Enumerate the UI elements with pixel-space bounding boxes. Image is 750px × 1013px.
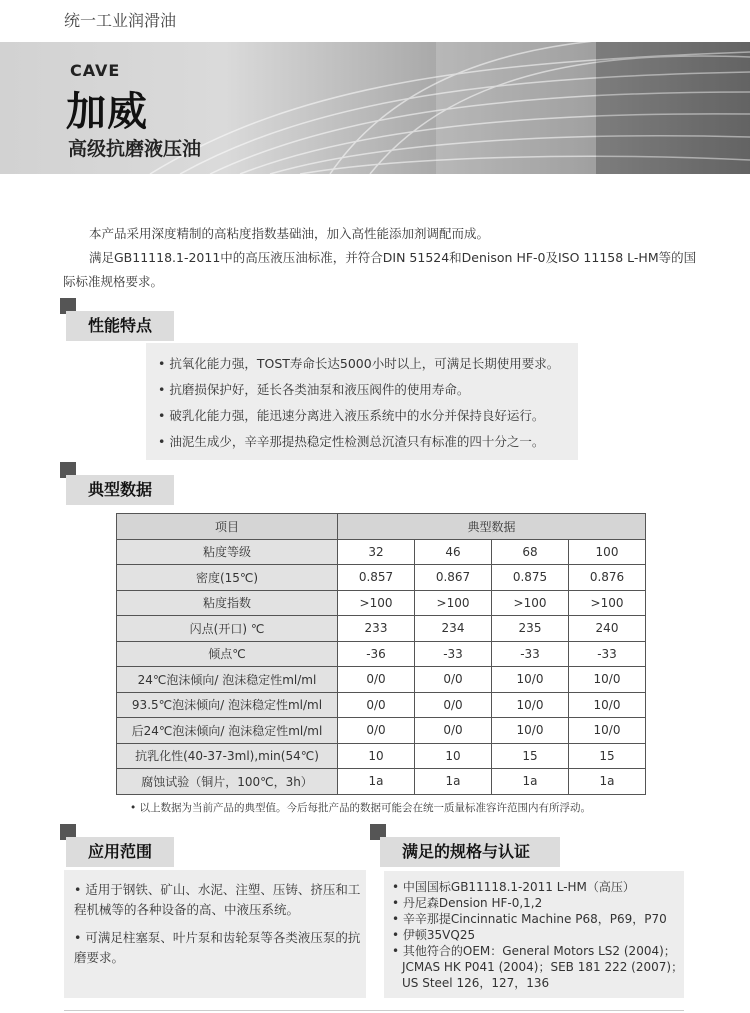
brand-chinese: 加威	[66, 89, 148, 135]
table-header-item: 项目	[117, 514, 338, 540]
table-row-label: 闪点(开口) ℃	[117, 616, 338, 642]
table-cell: 233	[338, 616, 415, 642]
feature-item: • 抗磨损保护好，延长各类油泵和液压阀件的使用寿命。	[158, 382, 470, 397]
table-cell: 10/0	[492, 718, 569, 744]
table-cell: 240	[569, 616, 646, 642]
intro-text	[63, 222, 703, 294]
table-cell: 1a	[338, 769, 415, 795]
table-cell: 0.875	[492, 565, 569, 591]
table-cell: 0/0	[338, 718, 415, 744]
table-cell: 1a	[569, 769, 646, 795]
table-row	[117, 667, 646, 693]
table-row	[117, 743, 646, 769]
table-row	[117, 590, 646, 616]
table-cell: 235	[492, 616, 569, 642]
spec-item: • 丹尼森Dension HF-0,1,2	[392, 896, 543, 910]
table-row-label: 后24℃泡沫倾向/ 泡沫稳定性ml/ml	[117, 718, 338, 744]
company-name: 统一工业润滑油	[64, 11, 177, 30]
table-header-data: 典型数据	[338, 514, 646, 540]
features-title: 性能特点	[66, 311, 174, 341]
table-cell: 0.857	[338, 565, 415, 591]
table-cell: 0/0	[415, 692, 492, 718]
table-cell: 10/0	[492, 692, 569, 718]
feature-item: • 破乳化能力强，能迅速分离进入液压系统中的水分并保持良好运行。	[158, 408, 545, 423]
feature-item: • 油泥生成少，辛辛那提热稳定性检测总沉渣只有标准的四十分之一。	[158, 434, 545, 449]
table-header-row	[117, 514, 646, 540]
intro-paragraph-2: 满足GB11118.1-2011中的高压液压油标准，并符合DIN 51524和Denison HF-0及ISO 11158 L-HM等的国际标准规格要求。	[63, 250, 697, 289]
table-footnote: • 以上数据为当前产品的典型值。今后每批产品的数据可能会在统一质量标准容许范围内有所浮动。	[130, 802, 592, 814]
spec-item: • 伊顿35VQ25	[392, 928, 476, 942]
table-cell: 0.876	[569, 565, 646, 591]
features-list	[146, 343, 578, 460]
specs-list	[384, 871, 684, 998]
table-row	[117, 641, 646, 667]
table-cell: 0/0	[415, 718, 492, 744]
table-cell: 10/0	[569, 667, 646, 693]
table-cell: 234	[415, 616, 492, 642]
table-row	[117, 769, 646, 795]
application-title: 应用范围	[66, 837, 174, 867]
top-bar	[0, 0, 750, 42]
table-cell: 100	[569, 539, 646, 565]
table-cell: 1a	[492, 769, 569, 795]
table-row	[117, 539, 646, 565]
spec-item: • 其他符合的OEM：General Motors LS2 (2004)；	[392, 944, 676, 958]
table-cell: >100	[338, 590, 415, 616]
intro-paragraph-1: 本产品采用深度精制的高粘度指数基础油，加入高性能添加剂调配而成。	[89, 226, 490, 241]
table-cell: 10	[338, 743, 415, 769]
table-cell: >100	[569, 590, 646, 616]
table-cell: >100	[415, 590, 492, 616]
specs-title: 满足的规格与认证	[380, 837, 560, 867]
table-row	[117, 616, 646, 642]
brand-english: CAVE	[70, 61, 121, 80]
spec-item: • 中国国标GB11118.1-2011 L-HM（高压）	[392, 880, 635, 894]
product-subtitle: 高级抗磨液压油	[68, 138, 202, 160]
application-item: • 可满足柱塞泵、叶片泵和齿轮泵等各类液压泵的抗磨要求。	[74, 930, 361, 965]
table-row	[117, 718, 646, 744]
table-cell: 15	[492, 743, 569, 769]
table-cell: -33	[492, 641, 569, 667]
spec-item: • 辛辛那提Cincinnatic Machine P68，P69，P70	[392, 912, 667, 926]
banner-light-panel	[436, 42, 596, 174]
table-cell: 10	[415, 743, 492, 769]
spec-item: JCMAS HK P041 (2004)；SEB 181 222 (2007)；	[402, 960, 684, 974]
table-cell: 10/0	[492, 667, 569, 693]
spec-item: US Steel 126，127，136	[402, 976, 550, 990]
table-row-label: 腐蚀试验（铜片，100℃，3h）	[117, 769, 338, 795]
table-cell: 0/0	[338, 667, 415, 693]
table-cell: 10/0	[569, 718, 646, 744]
table-cell: 1a	[415, 769, 492, 795]
table-row-label: 24℃泡沫倾向/ 泡沫稳定性ml/ml	[117, 667, 338, 693]
table-cell: -36	[338, 641, 415, 667]
table-row	[117, 692, 646, 718]
table-row-label: 粘度等级	[117, 539, 338, 565]
table-row-label: 粘度指数	[117, 590, 338, 616]
table-cell: 32	[338, 539, 415, 565]
typical-data-title: 典型数据	[66, 475, 174, 505]
table-row-label: 93.5℃泡沫倾向/ 泡沫稳定性ml/ml	[117, 692, 338, 718]
table-row-label: 密度(15℃)	[117, 565, 338, 591]
feature-item: • 抗氧化能力强，TOST寿命长达5000小时以上，可满足长期使用要求。	[158, 356, 560, 371]
table-row-label: 抗乳化性(40-37-3ml),min(54℃)	[117, 743, 338, 769]
banner-dark-panel	[596, 42, 750, 174]
table-cell: -33	[415, 641, 492, 667]
table-cell: 0/0	[338, 692, 415, 718]
table-cell: 15	[569, 743, 646, 769]
table-cell: 0/0	[415, 667, 492, 693]
banner	[0, 42, 750, 174]
table-cell: 46	[415, 539, 492, 565]
divider	[64, 1010, 684, 1011]
table-cell: 68	[492, 539, 569, 565]
application-list	[64, 870, 366, 998]
typical-data-table	[116, 513, 646, 795]
table-cell: -33	[569, 641, 646, 667]
table-cell: >100	[492, 590, 569, 616]
application-item: • 适用于钢铁、矿山、水泥、注塑、压铸、挤压和工程机械等的各种设备的高、中液压系统。	[74, 882, 361, 917]
table-cell: 0.867	[415, 565, 492, 591]
table-row	[117, 565, 646, 591]
table-cell: 10/0	[569, 692, 646, 718]
table-row-label: 倾点℃	[117, 641, 338, 667]
